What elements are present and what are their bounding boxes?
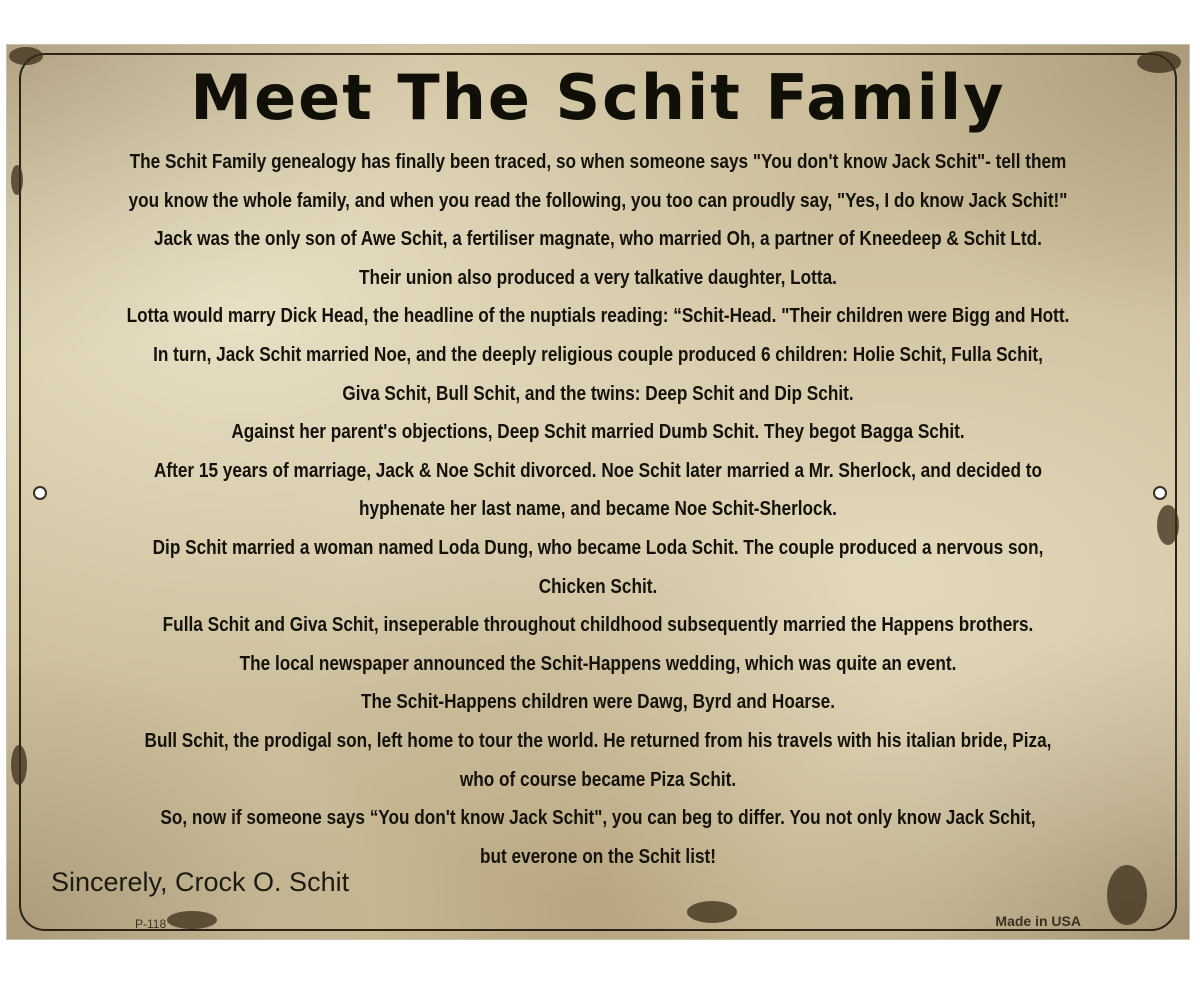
story-line: In turn, Jack Schit married Noe, and the deeply religious couple produced 6 children: Holie Schit, Fulla Schit, xyxy=(153,343,1043,366)
rust-spot xyxy=(9,47,43,65)
story-line: hyphenate her last name, and became Noe Schit-Sherlock. xyxy=(359,498,837,521)
made-in-label: Made in USA xyxy=(995,913,1081,929)
story-line: Lotta would marry Dick Head, the headline of the nuptials reading: “Schit-Head. "Their children were Bigg and Hott. xyxy=(126,305,1070,328)
rust-spot xyxy=(11,745,27,785)
story-text xyxy=(27,143,1169,876)
story-line: The local newspaper announced the Schit-Happens wedding, which was quite an event. xyxy=(239,652,957,675)
story-line: who of course became Piza Schit. xyxy=(459,768,737,791)
story-line: Fulla Schit and Giva Schit, inseperable throughout childhood subsequently married the Happens brothers. xyxy=(162,614,1034,637)
story-line: The Schit Family genealogy has finally been traced, so when someone says "You don't know Jack Schit"- tell them xyxy=(129,151,1067,173)
sign-title: Meet The Schit Family xyxy=(190,61,1006,134)
story-line: After 15 years of marriage, Jack & Noe Schit divorced. Noe Schit later married a Mr. Sherlock, and decided to xyxy=(153,459,1043,482)
story-line: Jack was the only son of Awe Schit, a fertiliser magnate, who married Oh, a partner of Kneedeep & Schit Ltd. xyxy=(154,228,1042,251)
story-line: The Schit-Happens children were Dawg, Byrd and Hoarse. xyxy=(360,691,836,714)
story-line: Against her parent's objections, Deep Schit married Dumb Schit. They begot Bagga Schit. xyxy=(231,421,965,444)
rust-spot xyxy=(167,911,217,929)
story-line: Giva Schit, Bull Schit, and the twins: Deep Schit and Dip Schit. xyxy=(342,382,854,405)
story-line: but everone on the Schit list! xyxy=(479,845,717,868)
story-line: you know the whole family, and when you read the following, you too can proudly say, "Yes, I do know Jack Schit!" xyxy=(128,189,1068,212)
product-code: P-118 xyxy=(135,917,167,931)
story-line: Chicken Schit. xyxy=(538,575,658,598)
story-line: Bull Schit, the prodigal son, left home to tour the world. He returned from his travels with his italian bride, Piza, xyxy=(144,729,1052,752)
signature: Sincerely, Crock O. Schit xyxy=(51,867,350,897)
story-line: Dip Schit married a woman named Loda Dung, who became Loda Schit. The couple produced a nervous son, xyxy=(152,536,1044,559)
story-line: Their union also produced a very talkative daughter, Lotta. xyxy=(359,266,837,289)
rust-spot xyxy=(11,165,23,195)
rust-spot xyxy=(687,901,737,923)
story-line: So, now if someone says “You don't know Jack Schit", you can beg to differ. You not only know Jack Schit, xyxy=(160,807,1036,830)
metal-sign xyxy=(6,44,1190,940)
